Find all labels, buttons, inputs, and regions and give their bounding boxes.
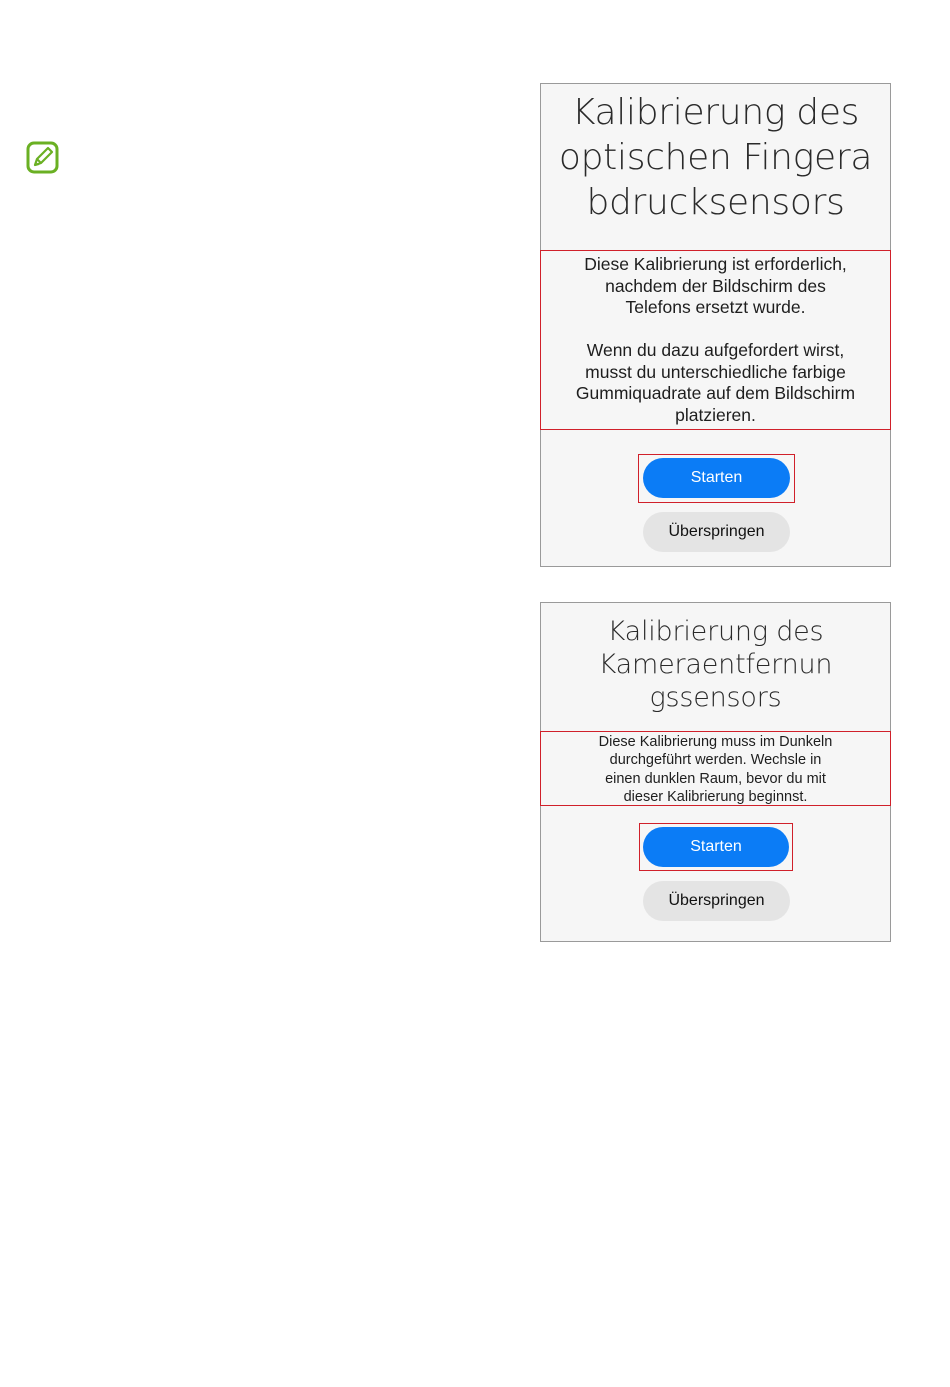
panel-title: Kalibrierung des optischen Fingera bdrucksensors — [558, 92, 873, 223]
description-text: Diese Kalibrierung ist erforderlich, nachdem der Bildschirm des Telefons ersetzt wurde. — [584, 254, 847, 317]
start-button-highlight — [638, 454, 795, 503]
skip-button[interactable]: Überspringen — [643, 881, 790, 921]
camera-distance-calibration-panel — [540, 602, 891, 942]
description-highlight — [540, 250, 891, 430]
note-pencil-icon — [26, 141, 59, 174]
start-button[interactable]: Starten — [643, 458, 790, 498]
start-button[interactable]: Starten — [643, 827, 789, 867]
description-text: Diese Kalibrierung muss im Dunkeln durchgeführt werden. Wechsle in einen dunklen Raum, bevor du mit dieser Kalibrierung beginnst. — [598, 734, 833, 805]
skip-button[interactable]: Überspringen — [643, 512, 790, 552]
description-highlight — [540, 731, 891, 806]
start-button-highlight — [639, 823, 793, 871]
fingerprint-calibration-panel — [540, 83, 891, 567]
description-text: Wenn du dazu aufgefordert wirst, musst du unterschiedliche farbige Gummiquadrate auf dem Bildschirm platzieren. — [575, 340, 856, 425]
panel-title: Kalibrierung des Kameraentfernun gssensors — [598, 616, 833, 713]
